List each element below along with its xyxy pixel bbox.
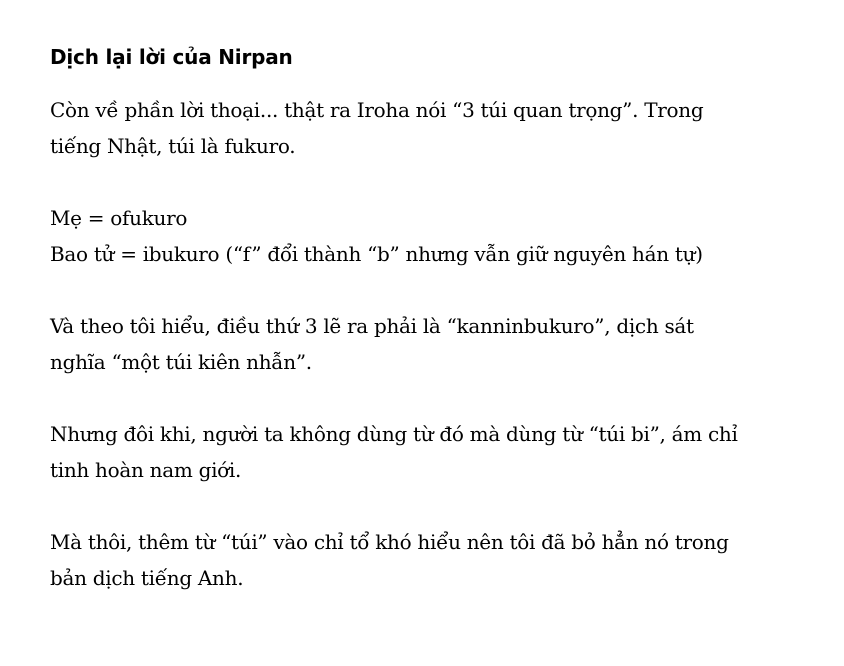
- paragraph-line: Mẹ = ofukuro: [50, 206, 188, 230]
- paragraph-third-item: [50, 308, 820, 380]
- note-title: Dịch lại lời của Nirpan: [50, 45, 293, 69]
- paragraph-line: Bao tử = ibukuro (“f” đổi thành “b” nhưng vẫn giữ nguyên hán tự): [50, 242, 703, 266]
- paragraph-alternate-meaning: [50, 416, 820, 488]
- paragraph-conclusion: [50, 524, 820, 596]
- paragraph-line: tiếng Nhật, túi là fukuro.: [50, 134, 296, 158]
- paragraph-line: bản dịch tiếng Anh.: [50, 566, 244, 590]
- paragraph-line: Nhưng đôi khi, người ta không dùng từ đó mà dùng từ “túi bi”, ám chỉ: [50, 422, 738, 446]
- paragraph-line: nghĩa “một túi kiên nhẫn”.: [50, 350, 312, 374]
- paragraph-line: Còn về phần lời thoại... thật ra Iroha nói “3 túi quan trọng”. Trong: [50, 98, 704, 122]
- translator-note: [50, 40, 820, 632]
- paragraph-line: Mà thôi, thêm từ “túi” vào chỉ tổ khó hiểu nên tôi đã bỏ hẳn nó trong: [50, 530, 729, 554]
- paragraph-intro: [50, 92, 820, 164]
- paragraph-line: tinh hoàn nam giới.: [50, 458, 242, 482]
- paragraph-examples: [50, 200, 820, 272]
- paragraph-line: Và theo tôi hiểu, điều thứ 3 lẽ ra phải là “kanninbukuro”, dịch sát: [50, 314, 694, 338]
